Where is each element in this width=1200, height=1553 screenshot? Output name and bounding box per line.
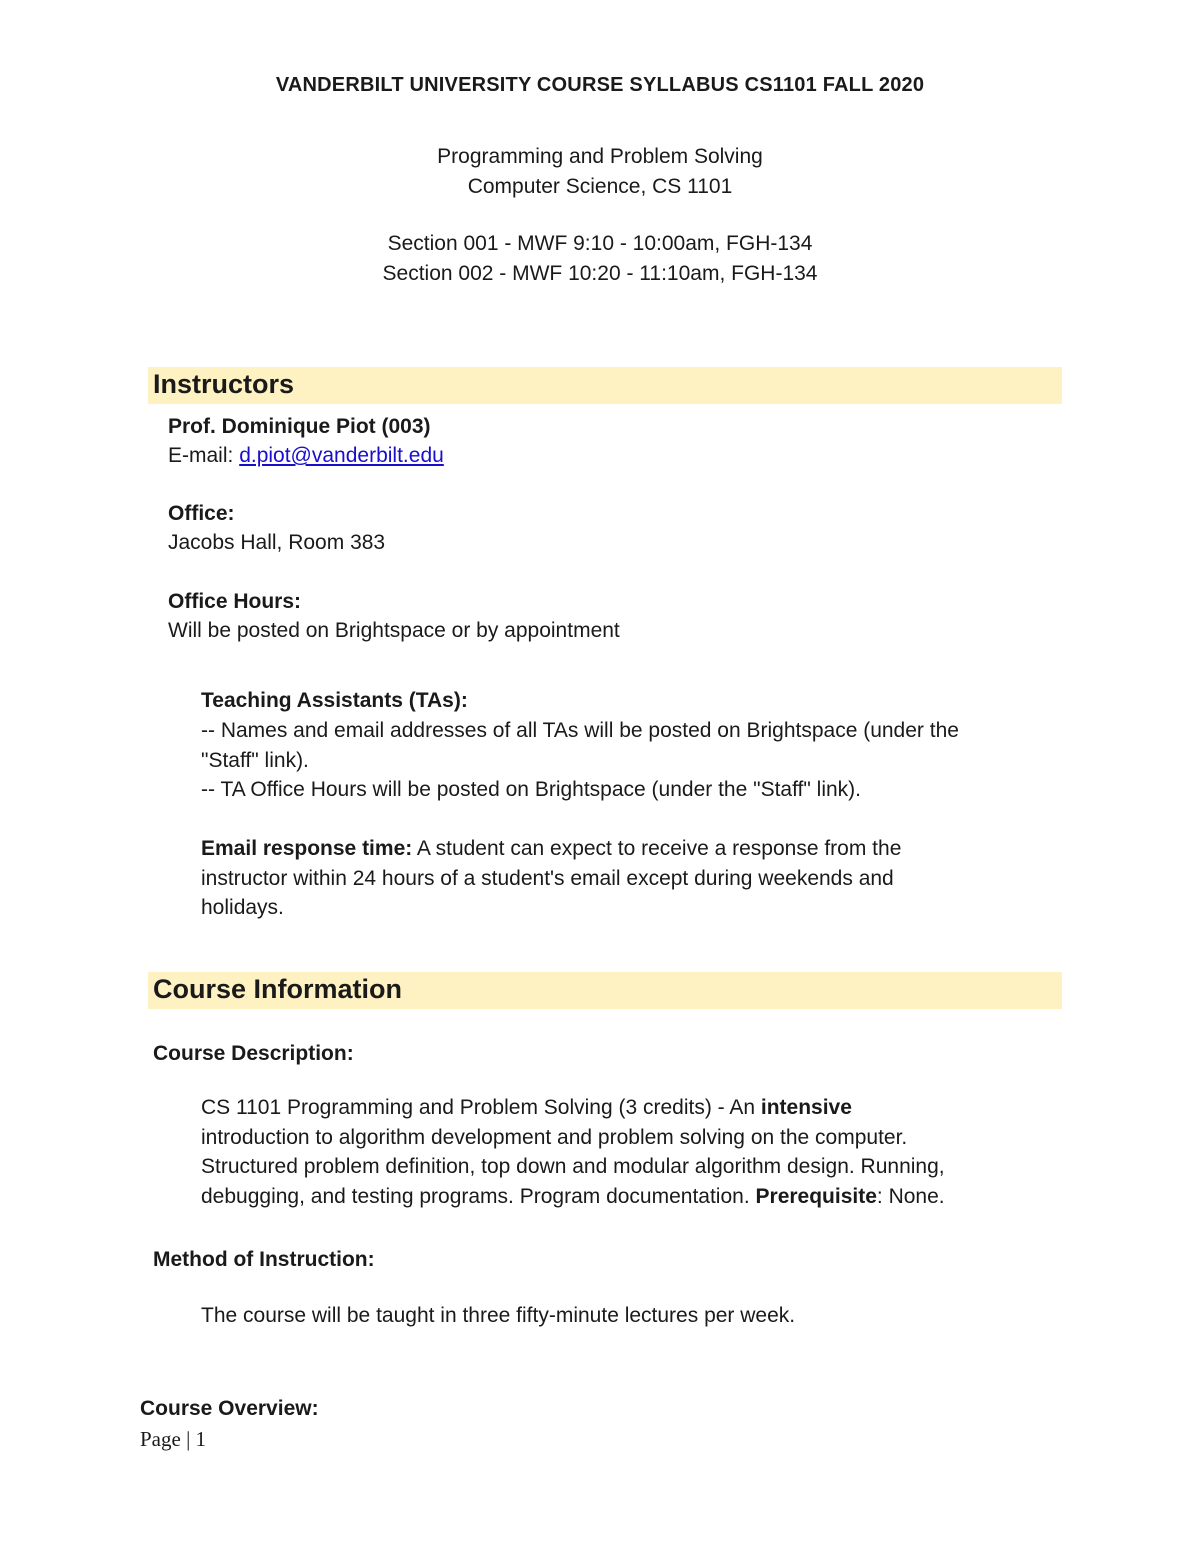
course-code: Computer Science, CS 1101	[467, 175, 733, 198]
description-line-1	[201, 1093, 852, 1123]
ta-line-3: -- TA Office Hours will be posted on Brightspace (under the "Staff" link).	[201, 778, 862, 801]
description-line-2: introduction to algorithm development and problem solving on the computer.	[201, 1126, 908, 1149]
instructor-email-link[interactable]: d.piot@vanderbilt.edu	[239, 444, 444, 467]
office-label: Office:	[168, 502, 235, 525]
email-label: E-mail:	[168, 444, 234, 467]
description-text-1: CS 1101 Programming and Problem Solving (3 credits) - An	[201, 1096, 761, 1119]
description-line-3: Structured problem definition, top down and modular algorithm design. Running,	[201, 1155, 945, 1178]
response-time-text-1: A student can expect to receive a response from the	[412, 837, 902, 860]
intensive-emphasis: intensive	[760, 1096, 852, 1119]
prerequisite-label: Prerequisite	[755, 1185, 877, 1208]
description-text-4: debugging, and testing programs. Program documentation.	[201, 1185, 756, 1208]
page-number: Page | 1	[140, 1427, 207, 1451]
ta-label: Teaching Assistants (TAs):	[201, 689, 468, 712]
course-info-heading: Course Information	[153, 974, 403, 1004]
office-hours-text: Will be posted on Brightspace or by appointment	[168, 619, 620, 642]
instructor-name: Prof. Dominique Piot (003)	[168, 415, 431, 438]
prerequisite-value: : None.	[876, 1185, 945, 1208]
response-time-line-3: holidays.	[201, 896, 284, 919]
document-title: VANDERBILT UNIVERSITY COURSE SYLLABUS CS1101 FALL 2020	[275, 74, 925, 96]
response-time-line-2: instructor within 24 hours of a student's email except during weekends and	[201, 867, 894, 890]
method-of-instruction-text: The course will be taught in three fifty-minute lectures per week.	[201, 1304, 796, 1327]
office-hours-label: Office Hours:	[168, 590, 302, 613]
instructors-heading-band	[148, 367, 1062, 404]
office-location: Jacobs Hall, Room 383	[168, 531, 386, 554]
response-time-line-1	[201, 834, 901, 864]
ta-line-1: -- Names and email addresses of all TAs will be posted on Brightspace (under the	[201, 719, 959, 742]
section-001: Section 001 - MWF 9:10 - 10:00am, FGH-134	[387, 232, 813, 255]
response-time-label: Email response time:	[201, 837, 413, 860]
course-overview-label: Course Overview:	[140, 1397, 319, 1420]
method-of-instruction-label: Method of Instruction:	[153, 1248, 375, 1271]
section-002: Section 002 - MWF 10:20 - 11:10am, FGH-134	[382, 262, 818, 285]
course-description-label: Course Description:	[153, 1042, 354, 1065]
instructors-heading: Instructors	[153, 369, 295, 399]
course-info-heading-band	[148, 972, 1062, 1009]
course-name: Programming and Problem Solving	[437, 145, 763, 168]
ta-line-2: "Staff" link).	[201, 749, 309, 772]
instructor-email-line	[168, 441, 444, 471]
description-line-4	[201, 1182, 945, 1212]
